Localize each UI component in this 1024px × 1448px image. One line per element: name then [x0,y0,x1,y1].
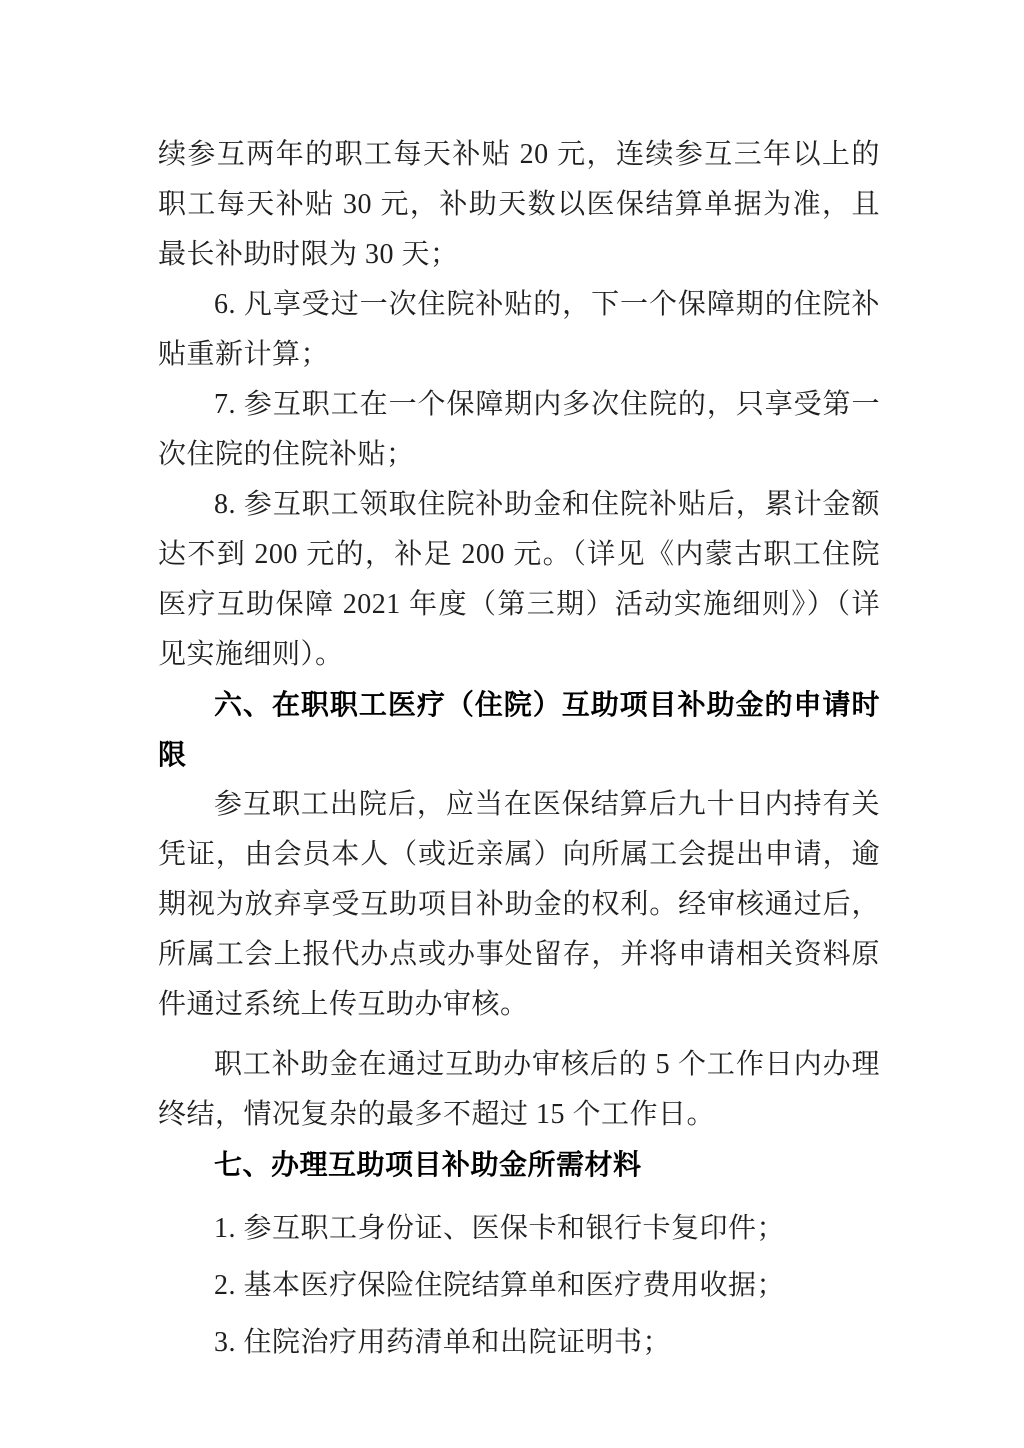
paragraph-processing-time: 职工补助金在通过互助办审核后的 5 个工作日内办理终结，情况复杂的最多不超过 15 个工作日。 [158,1049,880,1130]
list-item-7: 7. 参互职工在一个保障期内多次住院的，只享受第一次住院的住院补贴； [158,389,880,470]
list-item-material-3: 3. 住院治疗用药清单和出院证明书； [214,1327,672,1358]
heading-section-seven: 七、办理互助项目补助金所需材料 [214,1149,642,1180]
list-item-material-1: 1. 参互职工身份证、医保卡和银行卡复印件； [214,1213,786,1244]
paragraph-application-deadline: 参互职工出院后，应当在医保结算后九十日内持有关凭证，由会员本人（或近亲属）向所属工会提出申请，逾期视为放弃享受互助项目补助金的权利。经审核通过后，所属工会上报代办点或办事处留存，并将申请相关资料原件通过系统上传互助办审核。 [158,789,880,1020]
heading-section-six: 六、在职职工医疗（住院）互助项目补助金的申请时限 [158,689,880,770]
list-item-material-2: 2. 基本医疗保险住院结算单和医疗费用收据； [214,1270,786,1301]
paragraph-subsidy-continuation: 续参互两年的职工每天补贴 20 元，连续参互三年以上的职工每天补贴 30 元，补助天数以医保结算单据为准，且最长补助时限为 30 天； [158,139,880,270]
document-text-block [158,130,880,1368]
list-item-8: 8. 参互职工领取住院补助金和住院补贴后，累计金额达不到 200 元的，补足 200 元。（详见《内蒙古职工住院医疗互助保障 2021 年度（第三期）活动实施细则》）（详见实施细则）。 [158,489,880,670]
list-item-6: 6. 凡享受过一次住院补贴的，下一个保障期的住院补贴重新计算； [158,289,880,370]
